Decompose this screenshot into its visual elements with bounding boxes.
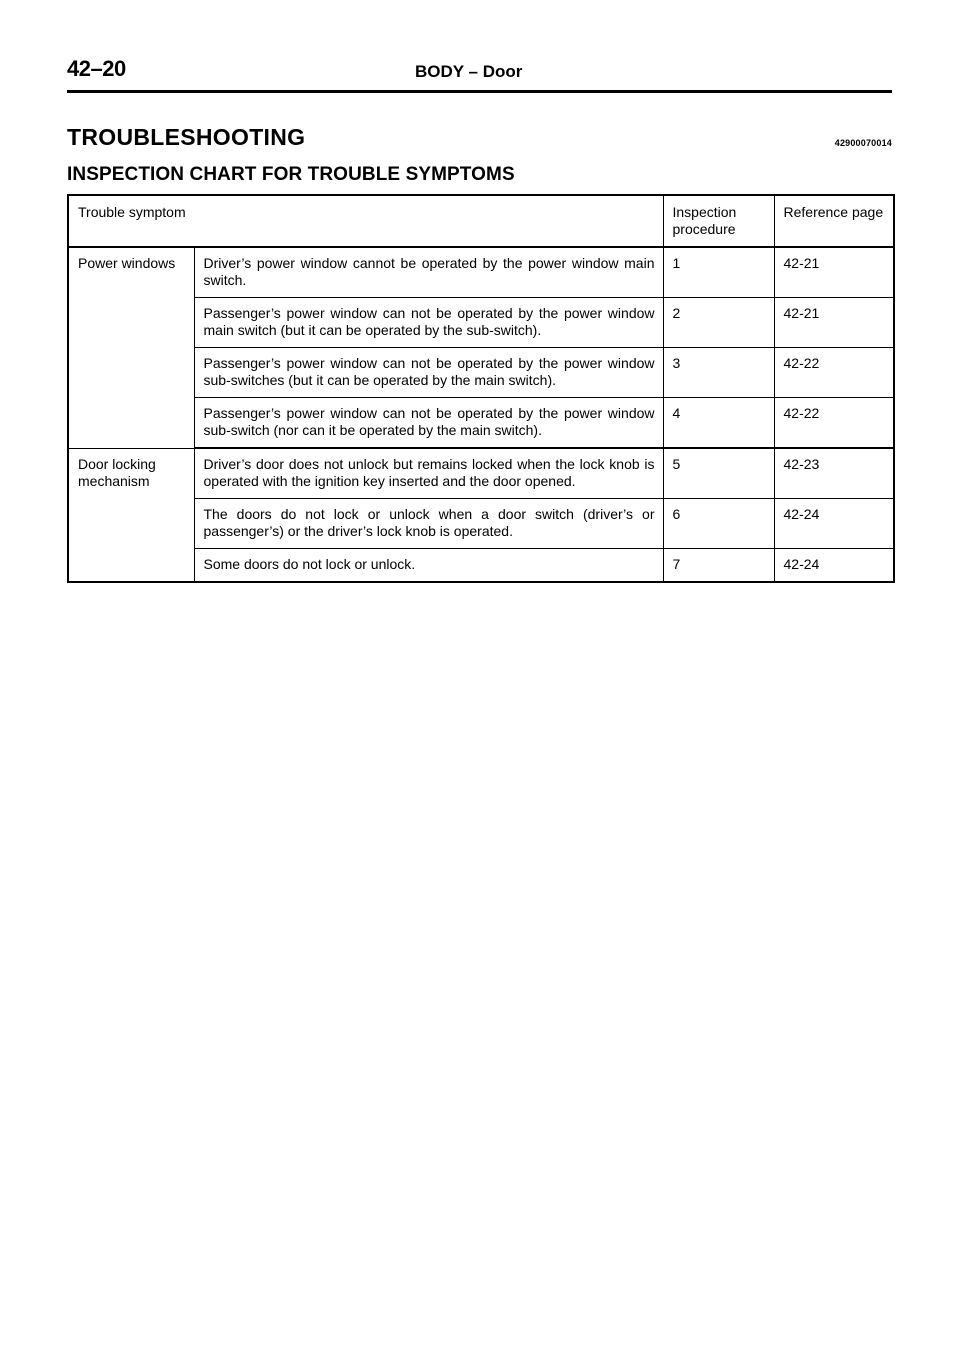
- page-cell: 42-21: [774, 298, 894, 348]
- category-door-locking-mechanism: Door locking mechanism: [68, 448, 194, 582]
- procedure-cell: 7: [663, 549, 774, 583]
- page-cell: 42-21: [774, 247, 894, 298]
- header-reference-page: Reference page: [774, 195, 894, 247]
- table-row: [68, 448, 894, 499]
- procedure-cell: 6: [663, 499, 774, 549]
- page-cell: 42-24: [774, 549, 894, 583]
- document-id: 42900070014: [834, 138, 892, 148]
- symptom-cell: Passenger’s power window can not be operated by the power window main switch (but it can be operated by the sub-switch).: [194, 298, 663, 348]
- section-title: BODY – Door: [415, 62, 523, 81]
- header-inspection-procedure: Inspection procedure: [663, 195, 774, 247]
- header-trouble-symptom: Trouble symptom: [68, 195, 663, 247]
- procedure-cell: 5: [663, 448, 774, 499]
- category-power-windows: Power windows: [68, 247, 194, 448]
- procedure-cell: 2: [663, 298, 774, 348]
- symptom-cell: Driver’s power window cannot be operated by the power window main switch.: [194, 247, 663, 298]
- symptom-cell: Driver’s door does not unlock but remains locked when the lock knob is operated with the ignition key inserted and the door opened.: [194, 448, 663, 499]
- table-row: [68, 247, 894, 298]
- symptom-cell: Passenger’s power window can not be operated by the power window sub-switch (nor can it be operated by the main switch).: [194, 398, 663, 449]
- symptom-cell: Passenger’s power window can not be operated by the power window sub-switches (but it can be operated by the main switch).: [194, 348, 663, 398]
- symptom-cell: Some doors do not lock or unlock.: [194, 549, 663, 583]
- page-cell: 42-23: [774, 448, 894, 499]
- procedure-cell: 3: [663, 348, 774, 398]
- sub-heading: INSPECTION CHART FOR TROUBLE SYMPTOMS: [67, 164, 515, 185]
- main-heading: TROUBLESHOOTING: [67, 124, 306, 150]
- symptom-cell: The doors do not lock or unlock when a door switch (driver’s or passenger’s) or the driver’s lock knob is operated.: [194, 499, 663, 549]
- page-cell: 42-24: [774, 499, 894, 549]
- page-header: [67, 56, 892, 93]
- trouble-symptom-chart: [67, 194, 895, 583]
- table-header-row: [68, 195, 894, 247]
- procedure-cell: 1: [663, 247, 774, 298]
- procedure-cell: 4: [663, 398, 774, 449]
- page-cell: 42-22: [774, 348, 894, 398]
- page-cell: 42-22: [774, 398, 894, 449]
- page-number: 42–20: [67, 56, 126, 81]
